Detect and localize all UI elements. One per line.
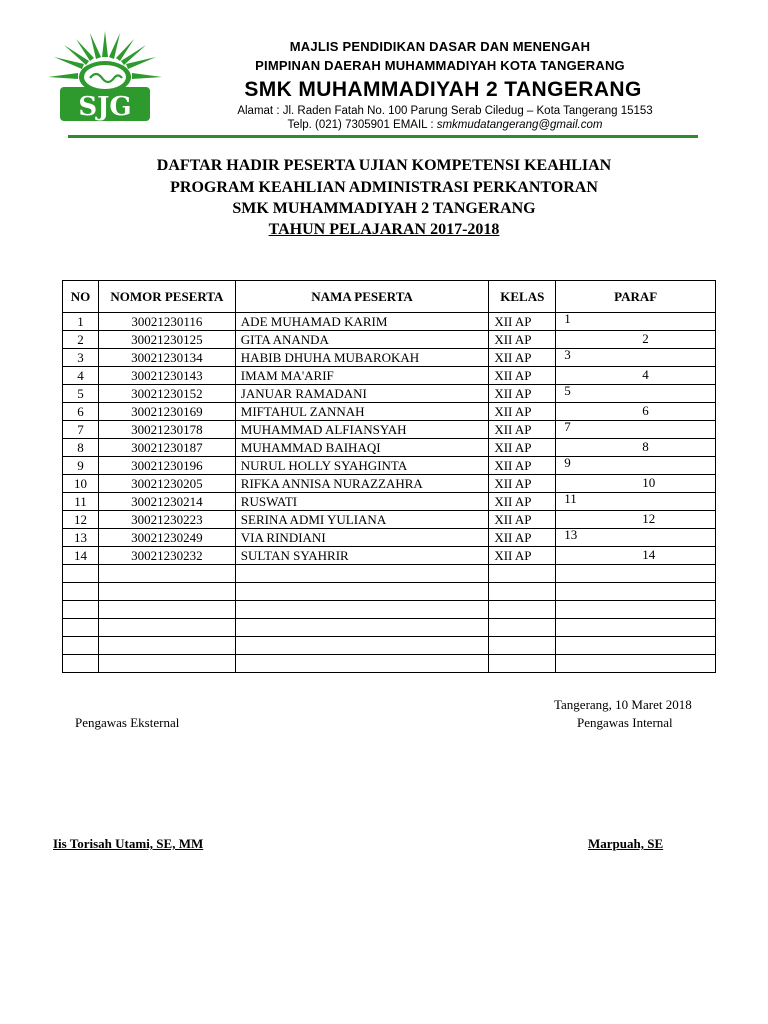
cell-kelas: XII AP xyxy=(489,313,556,331)
cell-nama-peserta: RIFKA ANNISA NURAZZAHRA xyxy=(235,475,489,493)
cell-nomor-peserta: 30021230178 xyxy=(98,421,235,439)
cell-nama-peserta: SULTAN SYAHRIR xyxy=(235,547,489,565)
table-row xyxy=(63,385,716,403)
empty-cell xyxy=(556,583,716,601)
muhammadiyah-sun-logo xyxy=(46,27,164,123)
cell-paraf xyxy=(556,547,716,565)
cell-no: 1 xyxy=(63,313,99,331)
empty-cell xyxy=(489,601,556,619)
cell-nomor-peserta: 30021230205 xyxy=(98,475,235,493)
empty-cell xyxy=(63,601,99,619)
cell-nomor-peserta: 30021230232 xyxy=(98,547,235,565)
cell-no: 12 xyxy=(63,511,99,529)
cell-kelas: XII AP xyxy=(489,511,556,529)
table-row xyxy=(63,349,716,367)
cell-paraf xyxy=(556,511,716,529)
table-row xyxy=(63,403,716,421)
doc-title-line1: DAFTAR HADIR PESERTA UJIAN KOMPETENSI KEAHLIAN xyxy=(156,157,612,174)
cell-kelas: XII AP xyxy=(489,493,556,511)
paraf-number: 1 xyxy=(564,311,571,326)
cell-nama-peserta: ADE MUHAMAD KARIM xyxy=(235,313,489,331)
empty-cell xyxy=(235,601,489,619)
table-row xyxy=(63,547,716,565)
empty-cell xyxy=(235,655,489,673)
cell-nomor-peserta: 30021230143 xyxy=(98,367,235,385)
empty-cell xyxy=(489,565,556,583)
place-date: Tangerang, 10 Maret 2018 xyxy=(554,697,692,712)
paraf-number: 14 xyxy=(642,547,656,562)
cell-nomor-peserta: 30021230214 xyxy=(98,493,235,511)
table-row xyxy=(63,367,716,385)
header-address: Alamat : Jl. Raden Fatah No. 100 Parung Serab Ciledug – Kota Tangerang 15153 xyxy=(237,105,653,117)
paraf-number: 11 xyxy=(564,491,577,506)
cell-no: 11 xyxy=(63,493,99,511)
cell-no: 3 xyxy=(63,349,99,367)
cell-kelas: XII AP xyxy=(489,421,556,439)
cell-no: 9 xyxy=(63,457,99,475)
header-no: NO xyxy=(63,281,99,313)
empty-cell xyxy=(98,565,235,583)
paraf-number: 5 xyxy=(564,383,571,398)
cell-nomor-peserta: 30021230249 xyxy=(98,529,235,547)
paraf-number: 6 xyxy=(642,403,649,418)
empty-cell xyxy=(98,637,235,655)
paraf-number: 3 xyxy=(564,347,571,362)
cell-nama-peserta: IMAM MA'ARIF xyxy=(235,367,489,385)
cell-kelas: XII AP xyxy=(489,475,556,493)
empty-cell xyxy=(98,619,235,637)
empty-table-row xyxy=(63,637,716,655)
empty-cell xyxy=(98,601,235,619)
header-email: smkmudatangerang@gmail.com xyxy=(436,119,603,131)
cell-kelas: XII AP xyxy=(489,331,556,349)
cell-nomor-peserta: 30021230223 xyxy=(98,511,235,529)
table-row xyxy=(63,421,716,439)
empty-cell xyxy=(98,655,235,673)
cell-nomor-peserta: 30021230134 xyxy=(98,349,235,367)
cell-paraf xyxy=(556,529,716,547)
cell-kelas: XII AP xyxy=(489,349,556,367)
empty-cell xyxy=(63,655,99,673)
cell-nomor-peserta: 30021230125 xyxy=(98,331,235,349)
cell-paraf xyxy=(556,421,716,439)
empty-cell xyxy=(63,583,99,601)
cell-paraf xyxy=(556,367,716,385)
empty-cell xyxy=(556,655,716,673)
empty-cell xyxy=(98,583,235,601)
header-majlis: MAJLIS PENDIDIKAN DASAR DAN MENENGAH xyxy=(289,39,591,54)
cell-nama-peserta: JANUAR RAMADANI xyxy=(235,385,489,403)
cell-nama-peserta: NURUL HOLLY SYAHGINTA xyxy=(235,457,489,475)
empty-cell xyxy=(63,619,99,637)
cell-nama-peserta: GITA ANANDA xyxy=(235,331,489,349)
cell-kelas: XII AP xyxy=(489,439,556,457)
doc-title-year: TAHUN PELAJARAN 2017-2018 xyxy=(268,221,500,238)
external-supervisor-label: Pengawas Eksternal xyxy=(75,715,180,730)
cell-paraf xyxy=(556,313,716,331)
svg-text:SJG: SJG xyxy=(78,92,132,122)
header-divider xyxy=(68,135,698,138)
table-row xyxy=(63,313,716,331)
cell-kelas: XII AP xyxy=(489,385,556,403)
empty-table-row xyxy=(63,601,716,619)
cell-paraf xyxy=(556,493,716,511)
empty-table-row xyxy=(63,655,716,673)
empty-cell xyxy=(556,619,716,637)
header-nomor-peserta: NOMOR PESERTA xyxy=(98,281,235,313)
attendance-table xyxy=(62,280,716,673)
empty-cell xyxy=(556,601,716,619)
empty-cell xyxy=(63,565,99,583)
cell-kelas: XII AP xyxy=(489,403,556,421)
cell-nomor-peserta: 30021230169 xyxy=(98,403,235,421)
internal-supervisor-name: Marpuah, SE xyxy=(588,836,664,851)
empty-cell xyxy=(235,619,489,637)
doc-title-line3: SMK MUHAMMADIYAH 2 TANGERANG xyxy=(232,200,536,217)
empty-cell xyxy=(489,583,556,601)
cell-nama-peserta: HABIB DHUHA MUBAROKAH xyxy=(235,349,489,367)
table-row xyxy=(63,529,716,547)
table-row xyxy=(63,331,716,349)
cell-paraf xyxy=(556,385,716,403)
cell-no: 4 xyxy=(63,367,99,385)
internal-supervisor-label: Pengawas Internal xyxy=(577,715,673,730)
doc-title-line2: PROGRAM KEAHLIAN ADMINISTRASI PERKANTORAN xyxy=(170,179,598,196)
cell-paraf xyxy=(556,457,716,475)
cell-nama-peserta: MUHAMMAD ALFIANSYAH xyxy=(235,421,489,439)
paraf-number: 2 xyxy=(642,331,649,346)
cell-nomor-peserta: 30021230116 xyxy=(98,313,235,331)
empty-table-row xyxy=(63,619,716,637)
paraf-number: 12 xyxy=(642,511,656,526)
paraf-number: 4 xyxy=(642,367,649,382)
external-supervisor-name: Iis Torisah Utami, SE, MM xyxy=(53,836,204,851)
cell-nama-peserta: MUHAMMAD BAIHAQI xyxy=(235,439,489,457)
table-row xyxy=(63,493,716,511)
cell-paraf xyxy=(556,475,716,493)
cell-kelas: XII AP xyxy=(489,457,556,475)
header-nama-peserta: NAMA PESERTA xyxy=(235,281,489,313)
paraf-number: 7 xyxy=(564,419,571,434)
cell-no: 13 xyxy=(63,529,99,547)
empty-cell xyxy=(489,637,556,655)
cell-nama-peserta: RUSWATI xyxy=(235,493,489,511)
cell-no: 2 xyxy=(63,331,99,349)
table-row xyxy=(63,475,716,493)
cell-paraf xyxy=(556,331,716,349)
header-school-name: SMK MUHAMMADIYAH 2 TANGERANG xyxy=(244,78,642,101)
table-row xyxy=(63,457,716,475)
cell-kelas: XII AP xyxy=(489,367,556,385)
empty-cell xyxy=(235,583,489,601)
paraf-number: 8 xyxy=(642,439,649,454)
paraf-number: 9 xyxy=(564,455,571,470)
empty-cell xyxy=(63,637,99,655)
header-kelas: KELAS xyxy=(489,281,556,313)
cell-nama-peserta: VIA RINDIANI xyxy=(235,529,489,547)
empty-table-row xyxy=(63,565,716,583)
empty-cell xyxy=(235,565,489,583)
cell-no: 6 xyxy=(63,403,99,421)
paraf-number: 13 xyxy=(564,527,578,542)
cell-no: 7 xyxy=(63,421,99,439)
cell-nomor-peserta: 30021230196 xyxy=(98,457,235,475)
empty-cell xyxy=(235,637,489,655)
cell-nama-peserta: SERINA ADMI YULIANA xyxy=(235,511,489,529)
cell-paraf xyxy=(556,403,716,421)
empty-cell xyxy=(556,565,716,583)
cell-no: 10 xyxy=(63,475,99,493)
cell-paraf xyxy=(556,439,716,457)
paraf-number: 10 xyxy=(642,475,656,490)
table-row xyxy=(63,511,716,529)
header-pimpinan: PIMPINAN DAERAH MUHAMMADIYAH KOTA TANGERANG xyxy=(255,58,625,73)
table-header-row xyxy=(63,281,716,313)
cell-nama-peserta: MIFTAHUL ZANNAH xyxy=(235,403,489,421)
cell-kelas: XII AP xyxy=(489,547,556,565)
cell-kelas: XII AP xyxy=(489,529,556,547)
cell-no: 14 xyxy=(63,547,99,565)
cell-paraf xyxy=(556,349,716,367)
cell-no: 5 xyxy=(63,385,99,403)
header-contact xyxy=(180,119,710,131)
table-row xyxy=(63,439,716,457)
empty-cell xyxy=(556,637,716,655)
empty-cell xyxy=(489,655,556,673)
cell-nomor-peserta: 30021230187 xyxy=(98,439,235,457)
empty-cell xyxy=(489,619,556,637)
header-paraf: PARAF xyxy=(556,281,716,313)
header-telp: Telp. (021) 7305901 EMAIL : xyxy=(287,119,437,131)
cell-no: 8 xyxy=(63,439,99,457)
cell-nomor-peserta: 30021230152 xyxy=(98,385,235,403)
empty-table-row xyxy=(63,583,716,601)
